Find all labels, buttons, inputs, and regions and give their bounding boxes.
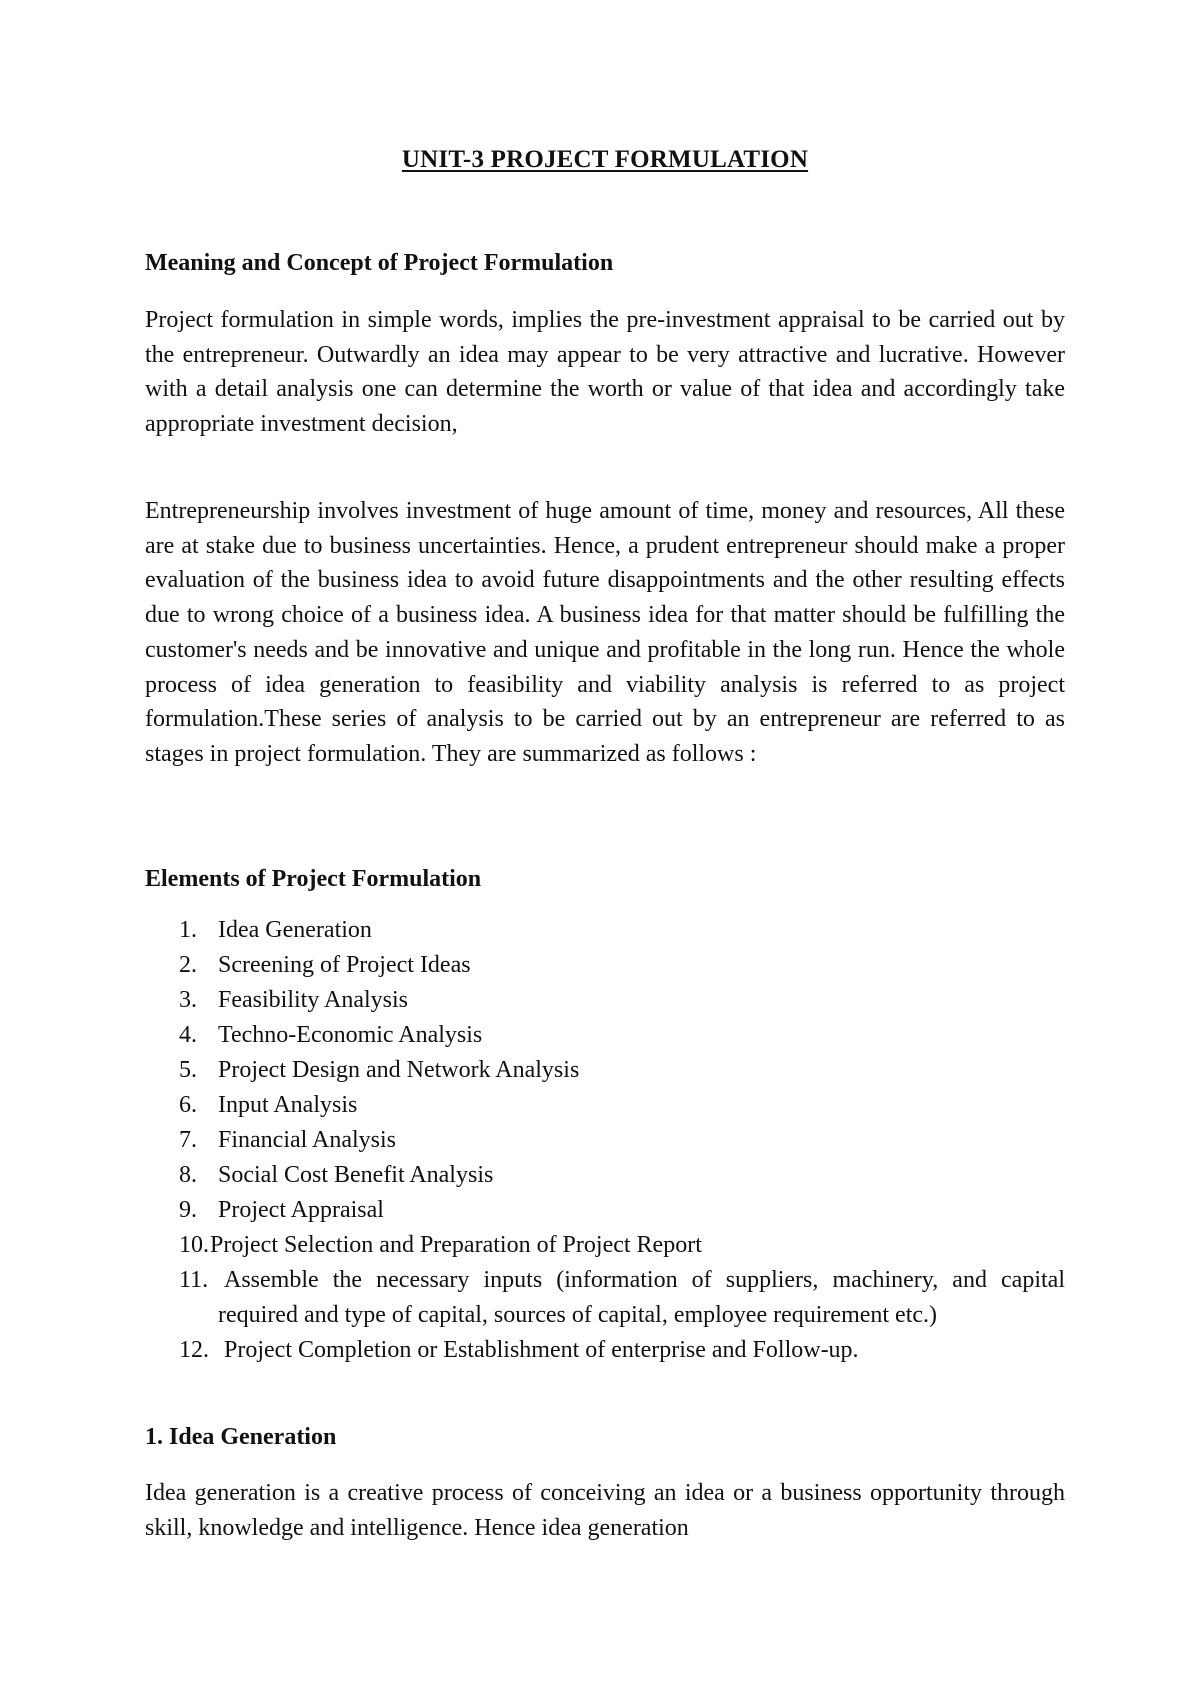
section-heading-meaning: Meaning and Concept of Project Formulation xyxy=(145,250,614,276)
list-item-text: Screening of Project Ideas xyxy=(218,952,471,978)
list-item-text: Social Cost Benefit Analysis xyxy=(218,1162,494,1188)
list-item xyxy=(145,1333,1065,1368)
list-item xyxy=(145,1228,1065,1263)
list-item-number: 7. xyxy=(179,1127,197,1153)
list-item-text: Project Completion or Establishment of enterprise and Follow-up. xyxy=(224,1337,859,1363)
list-item xyxy=(145,1088,1065,1123)
section-heading-idea-generation: 1. Idea Generation xyxy=(145,1424,337,1450)
list-item-number: 4. xyxy=(179,1022,197,1048)
list-item-number: 9. xyxy=(179,1197,197,1223)
list-item-text: Project Selection and Preparation of Project Report xyxy=(210,1232,702,1258)
list-item xyxy=(145,1123,1065,1158)
list-item xyxy=(145,913,1065,948)
list-item-text: Financial Analysis xyxy=(218,1127,396,1153)
list-item xyxy=(145,983,1065,1018)
paragraph-idea-generation: Idea generation is a creative process of conceiving an idea or a business opportunity through skill, knowledge and intelligence. Hence idea generation xyxy=(145,1480,1065,1541)
list-item-number: 3. xyxy=(179,987,197,1013)
list-item-number: 2. xyxy=(179,952,197,978)
list-item-number: 5. xyxy=(179,1057,197,1083)
list-item xyxy=(145,948,1065,983)
list-item-text: Feasibility Analysis xyxy=(218,987,409,1013)
section-heading-elements: Elements of Project Formulation xyxy=(145,866,482,892)
list-item-number: 6. xyxy=(179,1092,197,1118)
list-item-number: 1. xyxy=(179,917,197,943)
list-item-number: 8. xyxy=(179,1162,197,1188)
list-item xyxy=(145,1263,1065,1333)
list-item xyxy=(145,1018,1065,1053)
list-item xyxy=(145,1193,1065,1228)
list-item-text: Project Design and Network Analysis xyxy=(218,1057,580,1083)
paragraph-meaning-2: Entrepreneurship involves investment of huge amount of time, money and resources, All these are at stake due to business uncertainties. Hence, a prudent entrepreneur should make a proper evaluation of the business idea to avoid future disappointments and the other resulting effects due to wrong choice of a business idea. A business idea for that matter should be fulfilling the customer's needs and be innovative and unique and profitable in the long run. Hence the whole process of idea generation to feasibility and viability analysis is referred to as project formulation.These series of analysis to be carried out by an entrepreneur are referred to as stages in project formulation. They are summarized as follows : xyxy=(145,498,1065,767)
list-item xyxy=(145,1158,1065,1193)
list-item-text: Assemble the necessary inputs (information of suppliers, machinery, and capital required and type of capital, sources of capital, employee requirement etc.) xyxy=(218,1267,1065,1328)
list-item-text: Input Analysis xyxy=(218,1092,358,1118)
list-item-number: 10. xyxy=(179,1232,209,1258)
list-item-number: 12. xyxy=(179,1337,209,1363)
elements-list xyxy=(145,913,1065,1368)
paragraph-meaning-1: Project formulation in simple words, implies the pre-investment appraisal to be carried out by the entrepreneur. Outwardly an idea may appear to be very attractive and lucrative. However with a detail analysis one can determine the worth or value of that idea and accordingly take appropriate investment decision, xyxy=(145,307,1065,438)
list-item-text: Techno-Economic Analysis xyxy=(218,1022,483,1048)
list-item xyxy=(145,1053,1065,1088)
list-item-text: Project Appraisal xyxy=(218,1197,384,1223)
list-item-text: Idea Generation xyxy=(218,917,372,943)
list-item-number: 11. xyxy=(179,1267,209,1293)
page-title: UNIT-3 PROJECT FORMULATION xyxy=(401,146,809,173)
